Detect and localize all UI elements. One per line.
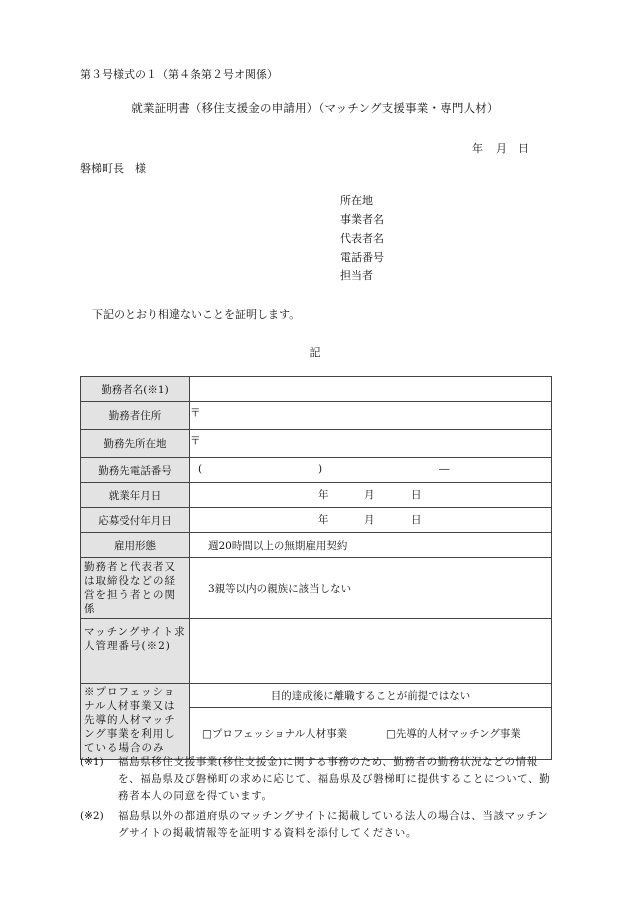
employment-type-label: 雇用形態 bbox=[81, 533, 190, 558]
employment-date-label: 就業年月日 bbox=[81, 483, 190, 508]
ki-heading: 記 bbox=[309, 346, 321, 359]
relationship-value: 3親等以内の親族に該当しない bbox=[190, 558, 552, 619]
matching-site-number-label: マッチングサイト求人管理番号(※2) bbox=[81, 619, 190, 684]
date-year-label: 年 bbox=[472, 142, 483, 155]
table-row bbox=[81, 619, 552, 684]
application-year-label: 年 bbox=[318, 514, 329, 526]
date-month-label: 月 bbox=[496, 142, 507, 155]
table-row bbox=[81, 402, 552, 430]
representative-label: 代表者名 bbox=[340, 232, 384, 245]
professional-program-label: ※プロフェッショナル人材事業又は先導的人材マッチング事業を利用している場合のみ bbox=[81, 684, 190, 760]
table-row bbox=[81, 377, 552, 402]
program-checkbox-cell bbox=[190, 708, 552, 760]
employment-month-label: 月 bbox=[364, 489, 375, 501]
workplace-address-label: 勤務先所在地 bbox=[81, 430, 190, 458]
table-row bbox=[81, 533, 552, 558]
table-row bbox=[81, 483, 552, 508]
addressee: 磐梯町長 様 bbox=[80, 162, 146, 175]
non-resignation-statement: 目的達成後に離職することが前提ではない bbox=[190, 684, 552, 708]
application-date-label: 応募受付年月日 bbox=[81, 508, 190, 533]
worker-address-label: 勤務者住所 bbox=[81, 402, 190, 430]
phone-label: 電話番号 bbox=[340, 251, 384, 264]
note-1-mark: (※1) bbox=[80, 756, 104, 768]
phone-dash: ― bbox=[439, 463, 450, 475]
note-1-text: 福島県移住支援事業(移住支援金)に関する事務のため、勤務者の勤務状況などの情報を、福島県及び磐梯町の求めに応じて、福島県及び磐梯町に提供することについて、勤務者本人の同意を得ています。 bbox=[118, 756, 551, 802]
document-title: 就業証明書（移住支援金の申請用）（マッチング支援事業・専門人材） bbox=[131, 101, 499, 115]
professional-program-checkbox[interactable]: □プロフェッショナル人材事業 bbox=[202, 727, 348, 740]
workplace-address-field[interactable]: 〒 bbox=[190, 430, 552, 458]
certificate-table bbox=[80, 376, 552, 760]
worker-address-field[interactable]: 〒 bbox=[190, 402, 552, 430]
application-day-label: 日 bbox=[411, 514, 422, 526]
application-month-label: 月 bbox=[364, 514, 375, 526]
employment-year-label: 年 bbox=[318, 489, 329, 501]
employment-type-value: 週20時間以上の無期雇用契約 bbox=[190, 533, 552, 558]
table-row bbox=[81, 684, 552, 708]
note-2 bbox=[80, 808, 552, 842]
leading-matching-checkbox[interactable]: □先導的人材マッチング事業 bbox=[386, 727, 521, 740]
table-row bbox=[81, 430, 552, 458]
application-date-field[interactable] bbox=[190, 508, 552, 533]
certification-statement: 下記のとおり相違ないことを証明します。 bbox=[92, 308, 301, 321]
form-reference: 第３号様式の１（第４条第２号オ関係） bbox=[80, 68, 278, 81]
note-2-text: 福島県以外の都道府県のマッチングサイトに掲載している法人の場合は、当該マッチングサイトの掲載情報等を証明する資料を添付してください。 bbox=[118, 810, 549, 839]
phone-paren-open: ( bbox=[198, 463, 203, 475]
workplace-phone-label: 勤務先電話番号 bbox=[81, 458, 190, 483]
relationship-label: 勤務者と代表者又は取締役などの経営を担う者との関係 bbox=[81, 558, 190, 619]
table-row bbox=[81, 508, 552, 533]
note-1 bbox=[80, 754, 552, 805]
worker-name-field[interactable] bbox=[190, 377, 552, 402]
table-row bbox=[81, 458, 552, 483]
worker-name-label: 勤務者名(※1) bbox=[81, 377, 190, 402]
employer-name-label: 事業者名 bbox=[340, 213, 384, 226]
employment-day-label: 日 bbox=[411, 489, 422, 501]
matching-site-number-field[interactable] bbox=[190, 619, 552, 684]
note-2-mark: (※2) bbox=[80, 810, 104, 822]
table-row bbox=[81, 558, 552, 619]
date-day-label: 日 bbox=[518, 142, 529, 155]
contact-person-label: 担当者 bbox=[340, 269, 373, 282]
workplace-phone-field[interactable] bbox=[190, 458, 552, 483]
employer-address-label: 所在地 bbox=[340, 194, 373, 207]
phone-paren-close: ) bbox=[318, 463, 323, 475]
employment-date-field[interactable] bbox=[190, 483, 552, 508]
